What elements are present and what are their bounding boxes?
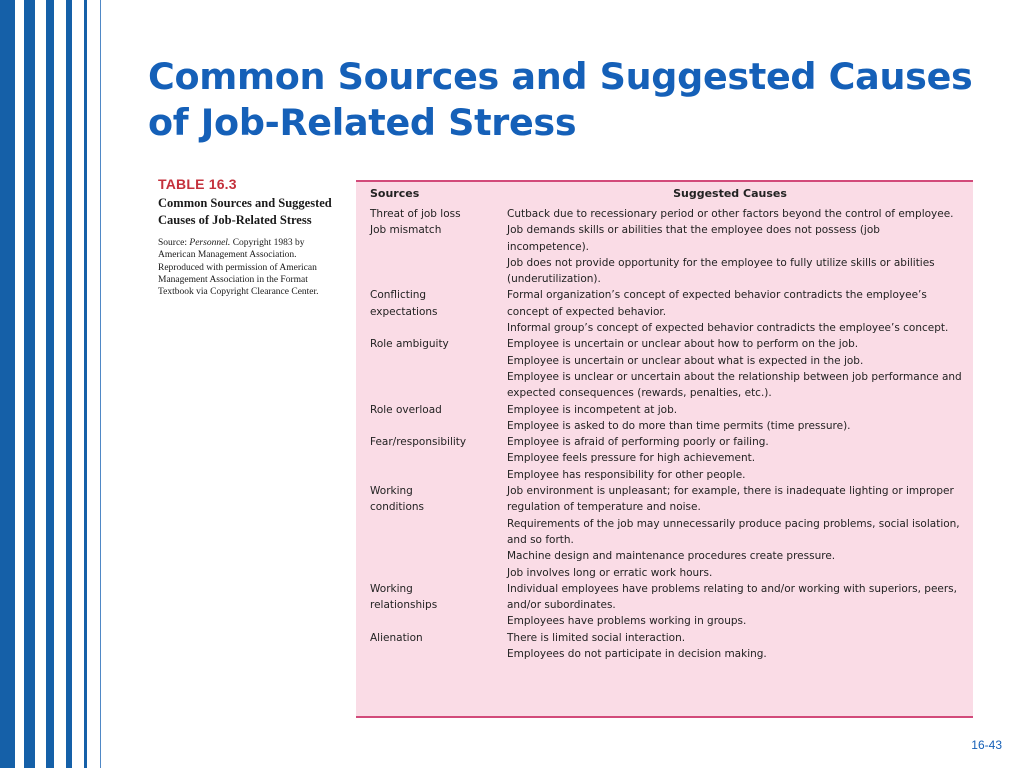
causes-cell (507, 222, 973, 287)
source-cell: Role overload (370, 403, 442, 416)
source-prefix: Source: (158, 238, 190, 248)
cause-item: Employee is asked to do more than time permits (time pressure). (507, 419, 851, 432)
causes-cell (507, 336, 973, 401)
source-cell: Alienation (370, 631, 423, 644)
cause-item: Informal group’s concept of expected behavior contradicts the employee’s concept. (507, 322, 949, 335)
source-cell: Working relationships (370, 582, 438, 612)
source-cell: Fear/responsibility (370, 436, 467, 449)
cause-item: Employee feels pressure for high achievement. (507, 452, 756, 465)
table-row (356, 206, 973, 222)
table-caption (158, 176, 338, 298)
cause-item: Individual employees have problems relating to and/or working with superiors, peers, and/or subordinates. (507, 582, 957, 612)
column-header-causes: Suggested Causes (673, 186, 787, 200)
causes-cell (507, 434, 973, 483)
source-copyright: Copyright 1983 by American Management Association. Reproduced with permission of American Management Association in the Format Textbook via Copyright Clearance Center. (158, 238, 319, 298)
cause-item: Employee is afraid of performing poorly or failing. (507, 436, 769, 449)
table-row (356, 630, 973, 663)
cause-item: Job demands skills or abilities that the employee does not possess (job incompetence). (507, 224, 880, 253)
table-number-label: TABLE 16.3 (158, 176, 237, 192)
cause-item: Job involves long or erratic work hours. (507, 566, 713, 579)
table-row (356, 483, 973, 581)
cause-item: Employee has responsibility for other people. (507, 468, 746, 481)
causes-cell (507, 206, 973, 222)
table-caption-title: Common Sources and Suggested Causes of Job-Related Stress (158, 196, 332, 227)
table-header (356, 182, 973, 206)
source-cell: Working conditions (370, 485, 425, 514)
source-cell: Role ambiguity (370, 338, 449, 351)
table-body (356, 206, 973, 662)
stress-causes-table (356, 180, 973, 718)
cause-item: Formal organization’s concept of expected behavior contradicts the employee’s concept of expected behavior. (507, 289, 927, 318)
column-header-sources: Sources (370, 186, 420, 200)
cause-item: Employee is uncertain or unclear about what is expected in the job. (507, 354, 864, 367)
cause-item: Employee is unclear or uncertain about the relationship between job performance and expected consequences (rewards, penalties, etc.). (507, 370, 962, 400)
cause-item: There is limited social interaction. (507, 631, 686, 644)
source-publication: Personnel. (189, 238, 231, 248)
causes-cell (507, 402, 973, 435)
slide-title: Common Sources and Suggested Causes of Job-Related Stress (148, 55, 973, 144)
cause-item: Requirements of the job may unnecessarily produce pacing problems, social isolation, and so forth. (507, 517, 960, 546)
causes-cell (507, 581, 973, 630)
cause-item: Job does not provide opportunity for the employee to fully utilize skills or abilities (underutilization). (507, 256, 935, 286)
cause-item: Machine design and maintenance procedures create pressure. (507, 550, 836, 563)
cause-item: Cutback due to recessionary period or other factors beyond the control of employee. (507, 208, 954, 220)
table-row (356, 336, 973, 401)
table-row (356, 222, 973, 287)
table-row (356, 581, 973, 630)
source-cell: Conflicting expectations (370, 289, 438, 318)
causes-cell (507, 630, 973, 663)
causes-cell (507, 287, 973, 336)
table-row (356, 434, 973, 483)
page-number: 16-43 (971, 738, 1002, 752)
causes-cell (507, 483, 973, 581)
table-row (356, 287, 973, 336)
source-cell: Job mismatch (370, 224, 442, 237)
cause-item: Employee is incompetent at job. (507, 403, 678, 416)
source-cell: Threat of job loss (370, 208, 461, 220)
table-source-note (158, 237, 338, 298)
cause-item: Employees do not participate in decision making. (507, 648, 767, 661)
cause-item: Job environment is unpleasant; for example, there is inadequate lighting or improper regulation of temperature and noise. (507, 485, 954, 514)
cause-item: Employees have problems working in groups. (507, 615, 747, 628)
table-row (356, 402, 973, 435)
cause-item: Employee is uncertain or unclear about how to perform on the job. (507, 338, 859, 351)
